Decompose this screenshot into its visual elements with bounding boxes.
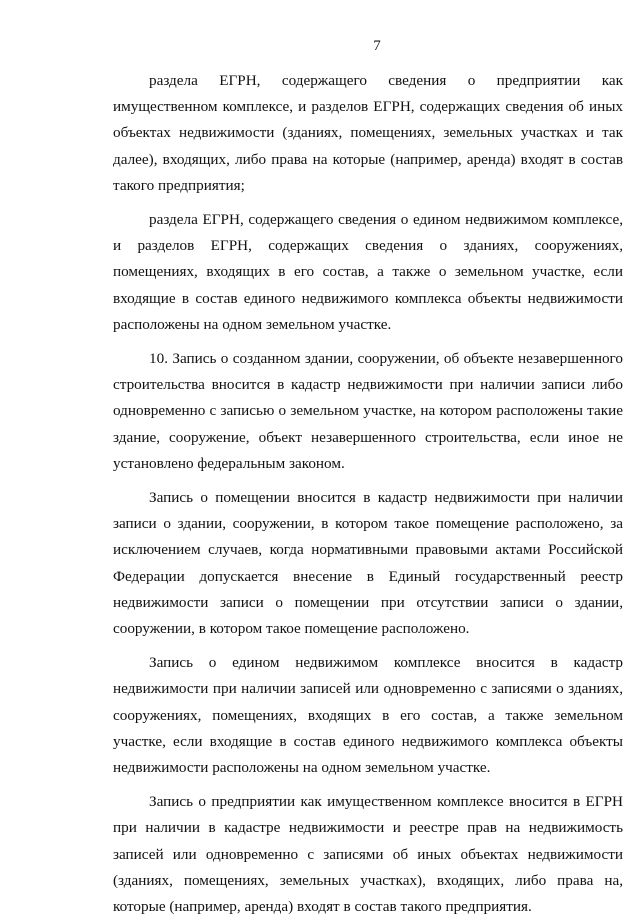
page-number: 7	[373, 38, 381, 54]
document-page	[113, 36, 623, 920]
paragraph-unified-complex-section: раздела ЕГРН, содержащего сведения о едином недвижимом комплексе, и разделов ЕГРН, содержащих сведения о зданиях, сооружениях, помещениях, входящих в его состав, а также о земельном участке, если входящие в состав единого недвижимого комплекса объекты недвижимости расположены на одном земельном участке.	[113, 211, 623, 333]
paragraph-unified-complex-record: Запись о едином недвижимом комплексе вносится в кадастр недвижимости при наличии записей или одновременно с записями о зданиях, сооружениях, помещениях, входящих в его состав, а также земельном участке, если входящие в состав единого недвижимого комплекса объекты недвижимости расположены на одном земельном участке.	[113, 654, 623, 777]
paragraph-item-10: 10. Запись о созданном здании, сооружении, об объекте незавершенного строительства вносится в кадастр недвижимости при наличии записи либо одновременно с записью о земельном участке, на котором расположены такие здание, сооружение, объект незавершенного строительства, если иное не установлено федеральным законом.	[113, 350, 623, 472]
paragraph-enterprise-section: раздела ЕГРН, содержащего сведения о предприятии как имущественном комплексе, и разделов ЕГРН, содержащих сведения об иных объектах недвижимости (зданиях, помещениях, земельных участках и так далее), входящих, либо права на которые (например, аренда) входят в состав такого предприятия;	[113, 72, 623, 194]
paragraph-enterprise-record: Запись о предприятии как имущественном комплексе вносится в ЕГРН при наличии в кадастре недвижимости и реестре прав на недвижимость записей или одновременно с записями об иных объектах недвижимости (зданиях, помещениях, земельных участках), входящих, либо права на, которые (например, аренда) входят в состав такого предприятия.	[113, 793, 623, 916]
paragraph-premises-record: Запись о помещении вносится в кадастр недвижимости при наличии записи о здании, сооружении, в котором такое помещение расположено, за исключением случаев, когда нормативными правовыми актами Российской Федерации допускается внесение в Единый государственный реестр недвижимости записи о помещении при отсутствии записи о здании, сооружении, в котором такое помещение расположено.	[113, 489, 623, 638]
